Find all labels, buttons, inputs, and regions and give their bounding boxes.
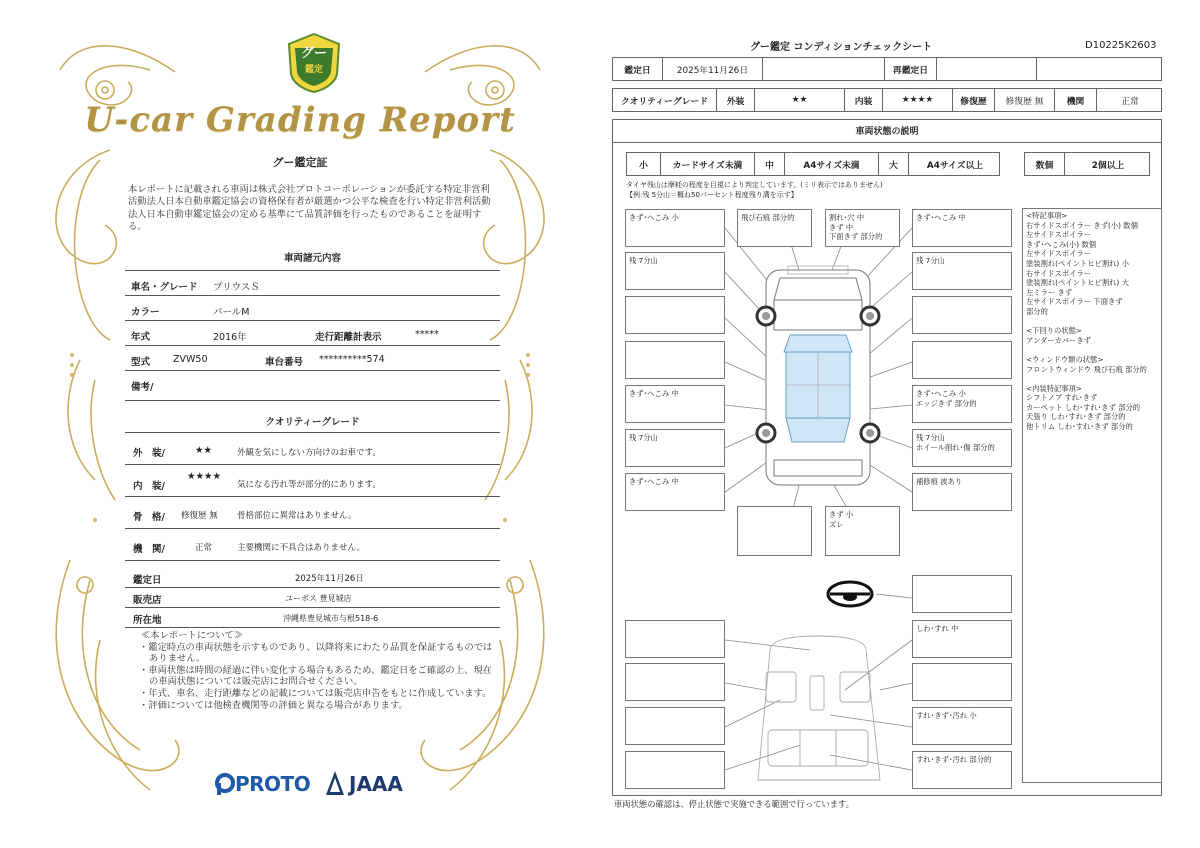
proto-logo-icon bbox=[215, 772, 235, 796]
grade-label: クオリティーグレード bbox=[613, 89, 717, 111]
damage-box: 残 7分山 bbox=[625, 429, 725, 467]
cert-date-value: 2025年11月26日 bbox=[295, 574, 364, 584]
damage-box: 残 7分山 bbox=[625, 252, 725, 290]
size-mid: 中 bbox=[755, 153, 785, 175]
size-large-desc: A4サイズ以上 bbox=[926, 160, 984, 171]
special-notes: <特記事項> 右サイドスポイラー きず(小) 数個 左サイドスポイラー きず･へこみ(小) 数個 左サイドスポイラー 塗装割れ(ペイントヒビ割れ) 小 右サイドスポイラー 塗装割れ(ペイントヒビ割れ) 大 左ミラー きず 左サイドスポイラー 下面きず 部分的 <下回りの状態> アンダーカバーきず <ウィンドウ類の状態> フロントウィンドウ 飛び石痕 部分的 <内装特記事項> シフトノブ すれ･きず カーペット しわ･すれ･きず 部分的 天張り しわ･すれ･きず 部分的 他トリム しわ･すれ･きず 部分的 bbox=[1022, 208, 1162, 783]
damage-box: きず 小 ズレ bbox=[825, 506, 900, 556]
sheet-date-value: 2025年11月26日 bbox=[663, 58, 763, 80]
ext-label: 外装 bbox=[717, 89, 755, 111]
note-item: ・評価については他検査機関等の評価と異なる場合があります。 bbox=[139, 699, 408, 711]
ext-stars: ★★ bbox=[755, 89, 845, 111]
damage-box: きず･へこみ 中 bbox=[625, 385, 725, 423]
color-label: カラー bbox=[131, 307, 160, 318]
reinspect-label: 再鑑定日 bbox=[885, 58, 937, 80]
damage-box bbox=[737, 506, 812, 556]
grade-section-title: クオリティーグレード bbox=[265, 417, 360, 428]
tire-note: タイヤ残山は摩耗の程度を目視により判定しています。(ミリ表示ではありません) bbox=[626, 181, 883, 189]
model-value: プリウスＳ bbox=[213, 282, 260, 293]
frame-row bbox=[125, 497, 500, 529]
spec-section-title: 車両諸元内容 bbox=[283, 253, 341, 264]
chassis-label: 車台番号 bbox=[265, 357, 304, 368]
report-notes bbox=[135, 630, 495, 711]
year-label: 年式 bbox=[131, 332, 151, 343]
jaaa-logo-icon bbox=[325, 770, 345, 796]
dealer-label: 販売店 bbox=[133, 595, 162, 606]
damage-box: 割れ･穴 中 きず 中 下面きず 部分的 bbox=[825, 209, 900, 247]
damage-box: 残 7分山 bbox=[912, 252, 1012, 290]
certificate-heading: グー鑑定証 bbox=[272, 156, 328, 169]
year-value: 2016年 bbox=[213, 332, 247, 343]
damage-box: 飛び石痕 部分的 bbox=[737, 209, 812, 247]
tire-example: 【例:残 5分山＝概ね50パーセント程度残り溝を示す】 bbox=[626, 191, 798, 199]
damage-box bbox=[625, 663, 725, 701]
frame-desc: 骨格部位に異常はありません。 bbox=[237, 511, 357, 521]
damage-box: きず･へこみ 小 エッジきず 部分的 bbox=[912, 385, 1012, 423]
frame-label: 骨 格/ bbox=[133, 512, 165, 523]
notes-heading: ≪本レポートについて≫ bbox=[141, 630, 244, 641]
report-title: U-car Grading Report bbox=[84, 100, 516, 140]
size-large: 大 bbox=[879, 153, 909, 175]
exterior-label: 外 装/ bbox=[133, 448, 165, 459]
size-small-desc: カードサイズ未満 bbox=[661, 153, 755, 175]
model-label: 車名・グレード bbox=[131, 282, 198, 293]
interior-label: 内 装/ bbox=[133, 481, 165, 492]
address-value: 沖縄県豊見城市与根518-6 bbox=[283, 614, 379, 623]
interior-row bbox=[125, 465, 500, 497]
sheet-title: グー鑑定 コンディションチェックシート bbox=[750, 42, 933, 53]
color-value: パールM bbox=[213, 307, 250, 318]
emblem-bottom-text: 鑑定 bbox=[304, 65, 323, 75]
chassis-value: **********574 bbox=[319, 354, 385, 365]
note-item: ・車両状態は時間の経過に伴い変化する場合もあるため、鑑定日をご確認の上、現在の車両状態については販売店にお問合せください。 bbox=[139, 664, 492, 688]
remarks-row bbox=[125, 371, 500, 401]
proto-logo: PROTO bbox=[235, 772, 311, 796]
remarks-label: 備考/ bbox=[131, 382, 154, 393]
year-row bbox=[125, 321, 500, 346]
damage-box bbox=[912, 296, 1012, 334]
frame-value: 修復歴 無 bbox=[181, 511, 218, 521]
damage-box bbox=[625, 751, 725, 789]
type-value: ZVW50 bbox=[173, 354, 208, 365]
dealer-value: ユーポス 豊見城店 bbox=[285, 594, 352, 603]
color-row bbox=[125, 296, 500, 321]
engine-label: 機関 bbox=[1055, 89, 1097, 111]
damage-box: きず･へこみ 小 bbox=[625, 209, 725, 247]
damage-box: 補修痕 波あり bbox=[912, 473, 1012, 511]
count-desc: 2個以上 bbox=[1091, 160, 1125, 171]
damage-box: きず･へこみ 中 bbox=[912, 209, 1012, 247]
type-row bbox=[125, 346, 500, 371]
repair-label: 修復歴 bbox=[953, 89, 995, 111]
mileage-value: ***** bbox=[415, 329, 439, 340]
int-label: 内装 bbox=[845, 89, 883, 111]
damage-box bbox=[625, 620, 725, 658]
jaaa-logo: JAAA bbox=[349, 772, 403, 796]
sheet-date-label: 鑑定日 bbox=[613, 58, 663, 80]
damage-box bbox=[912, 575, 1012, 613]
repair-value: 修復歴 無 bbox=[995, 89, 1055, 111]
damage-box: すれ･きず･汚れ 部分的 bbox=[912, 751, 1012, 789]
count-label: 数個 bbox=[1025, 153, 1065, 175]
size-small: 小 bbox=[627, 153, 661, 175]
type-label: 型式 bbox=[131, 357, 151, 368]
damage-box bbox=[625, 707, 725, 745]
date-row bbox=[125, 566, 500, 588]
note-item: ・鑑定時点の車両状態を示すものであり、以降将来にわたり品質を保証するものではありません。 bbox=[139, 641, 493, 665]
engine-desc: 主要機関に不具合はありません。 bbox=[237, 543, 366, 553]
logos bbox=[215, 768, 415, 804]
damage-box bbox=[625, 296, 725, 334]
address-label: 所在地 bbox=[133, 615, 162, 626]
engine-value: 正常 bbox=[1121, 96, 1139, 107]
damage-box bbox=[625, 341, 725, 379]
engine-row bbox=[125, 529, 500, 561]
sheet-footer: 車両状態の確認は、停止状態で実施できる範囲で行っています。 bbox=[614, 799, 854, 809]
note-item: ・年式、車名、走行距離などの記載については販売店申告をもとに作成しています。 bbox=[139, 687, 492, 699]
model-row bbox=[125, 271, 500, 296]
damage-box: すれ･きず･汚れ 小 bbox=[912, 707, 1012, 745]
damage-box bbox=[912, 663, 1012, 701]
size-mid-desc: A4サイズ未満 bbox=[785, 153, 879, 175]
damage-box: きず･へこみ 中 bbox=[625, 473, 725, 511]
interior-stars: ★★★★ bbox=[187, 471, 222, 482]
exterior-row bbox=[125, 433, 500, 465]
address-row bbox=[125, 608, 500, 628]
condition-title: 車両状態の説明 bbox=[612, 119, 1162, 143]
damage-box: 残 7分山 ホイール削れ･傷 部分的 bbox=[912, 429, 1012, 467]
engine-label: 機 関/ bbox=[133, 544, 165, 555]
exterior-stars: ★★ bbox=[195, 445, 213, 456]
condition-check-sheet bbox=[600, 0, 1200, 848]
mileage-label: 走行距離計表示 bbox=[315, 332, 382, 343]
dealer-row bbox=[125, 588, 500, 608]
int-stars: ★★★★ bbox=[883, 89, 953, 111]
damage-box: しわ･すれ 中 bbox=[912, 620, 1012, 658]
engine-value: 正常 bbox=[195, 543, 213, 553]
certificate-intro: 本レポートに記載される車両は株式会社プロトコーポレーションが委託する特定非営利活動法人日本自動車鑑定協会の資格保有者が厳選かつ公平な検査を行い特定非営利活動法人日本自動車鑑定協会の定める基準にて品質評価を行ったものであることを証明する。 bbox=[128, 184, 491, 233]
sheet-id: D10225K2603 bbox=[1085, 40, 1157, 51]
damage-box bbox=[912, 341, 1012, 379]
interior-desc: 気になる汚れ等が部分的にあります。 bbox=[237, 480, 381, 490]
emblem-top-text: グー bbox=[300, 46, 327, 61]
cert-date-label: 鑑定日 bbox=[133, 575, 162, 586]
exterior-desc: 外観を気にしない方向けのお車です。 bbox=[237, 448, 381, 458]
